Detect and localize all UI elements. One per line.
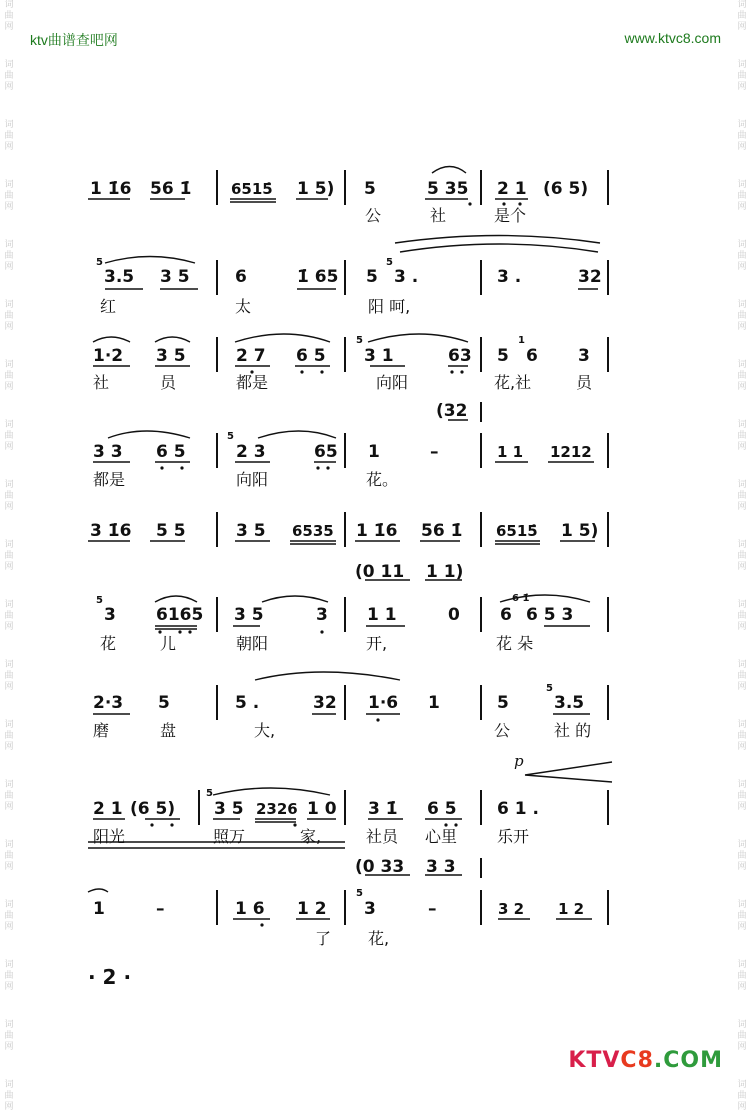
- note-group: 32: [313, 693, 337, 713]
- lyric: 公: [494, 721, 511, 740]
- lyric: 阳 呵,: [368, 297, 411, 316]
- lyric: 朝阳: [236, 634, 269, 653]
- lyric: 花,社: [494, 373, 532, 392]
- note-group: 3 3: [93, 442, 123, 462]
- lyric: 是个: [494, 206, 527, 225]
- watermark-text: 词 曲 网: [737, 1080, 747, 1112]
- note-group: 2 3: [236, 442, 266, 462]
- watermark-text: 词 曲 网: [4, 660, 14, 692]
- note-group: 5: [497, 346, 509, 366]
- watermark-text: 词 曲 网: [737, 120, 747, 152]
- watermark-text: 词 曲 网: [737, 360, 747, 392]
- watermark-text: 词 曲 网: [737, 900, 747, 932]
- note-group: 6 5 3: [526, 605, 574, 625]
- note-group: 3 2: [498, 900, 525, 918]
- watermark-text: 词 曲 网: [737, 60, 747, 92]
- note-group: –: [430, 442, 439, 462]
- watermark-text: 词 曲 网: [4, 1020, 14, 1052]
- note-group: 1: [368, 442, 380, 462]
- watermark-text: 词 曲 网: [4, 120, 14, 152]
- page-number: · 2 ·: [88, 965, 132, 989]
- note-group: 6165: [156, 605, 204, 625]
- watermark-text: 词 曲 网: [4, 240, 14, 272]
- note-group: 6 5: [296, 346, 326, 366]
- note-group: 3: [316, 605, 328, 625]
- watermark-text: 词 曲 网: [737, 180, 747, 212]
- note-group: 3 1̇: [368, 799, 398, 819]
- lyric: 红: [100, 297, 117, 316]
- note-group: 3: [104, 605, 116, 625]
- note-group: (6 5): [543, 179, 589, 199]
- lyric: 家,: [300, 827, 322, 846]
- lyric: 向阳: [236, 470, 269, 489]
- note-group: 6535: [292, 522, 334, 540]
- lyric: 员: [160, 373, 177, 392]
- lyric: 花。: [366, 470, 399, 489]
- note-group: 3 5: [234, 605, 264, 625]
- lyric: 花,: [368, 929, 390, 948]
- watermark-text: 词 曲 网: [737, 720, 747, 752]
- note-group: (0 11: [355, 562, 405, 582]
- note-group: 1̇ 65: [297, 267, 339, 287]
- grace-note: 6 1̇: [512, 593, 530, 604]
- watermark-text: 词 曲 网: [4, 0, 14, 32]
- note-group: 3 5: [214, 799, 244, 819]
- note-group: 1 2: [297, 899, 327, 919]
- note-group: 6: [500, 605, 512, 625]
- watermark-text: 词 曲 网: [737, 0, 747, 32]
- note-group: 1·6: [368, 693, 399, 713]
- note-group: 1·2: [93, 346, 124, 366]
- grace-note: 5: [96, 257, 103, 268]
- dynamic-marking: p: [514, 752, 524, 770]
- note-group: 3.5: [104, 267, 135, 287]
- watermark-text: 词 曲 网: [737, 660, 747, 692]
- watermark-text: 词 曲 网: [4, 780, 14, 812]
- watermark-text: 词 曲 网: [4, 300, 14, 332]
- grace-note: 5: [206, 788, 213, 799]
- grace-note: 5: [356, 888, 363, 899]
- watermark-text: 词 曲 网: [4, 480, 14, 512]
- site-name-left: ktv曲谱查吧网: [30, 32, 118, 48]
- lyric: 阳光: [93, 827, 126, 846]
- note-group: 3 .: [497, 267, 522, 287]
- watermark-text: 词 曲 网: [737, 600, 747, 632]
- note-group: 32: [578, 267, 602, 287]
- note-group: 2 1: [497, 179, 527, 199]
- lyric: 磨: [93, 721, 110, 740]
- note-group: 1 1: [367, 605, 397, 625]
- note-group: 3 3: [426, 857, 456, 877]
- grace-note: 5: [356, 335, 363, 346]
- watermark-text: 词 曲 网: [4, 600, 14, 632]
- watermark-text: 词 曲 网: [4, 60, 14, 92]
- note-group: 6515̇: [496, 522, 538, 540]
- note-group: 1 0: [307, 799, 337, 819]
- note-group: 3: [364, 899, 376, 919]
- watermark-text: 词 曲 网: [737, 300, 747, 332]
- note-group: 6: [235, 267, 247, 287]
- lyric: 乐开: [497, 827, 530, 846]
- note-group: 3.5: [554, 693, 585, 713]
- lyric: 花: [100, 634, 117, 653]
- note-group: 1 1̇6: [356, 521, 398, 541]
- watermark-text: 词 曲 网: [737, 240, 747, 272]
- watermark-text: 词 曲 网: [737, 960, 747, 992]
- note-group: 63: [448, 346, 472, 366]
- lyric: 都是: [236, 373, 269, 392]
- note-group: 1: [93, 899, 105, 919]
- note-group: 6 5: [156, 442, 186, 462]
- lyric: 社: [430, 206, 447, 225]
- lyric: 社: [93, 373, 110, 392]
- lyric: 向阳: [376, 373, 409, 392]
- lyric: 照万: [213, 827, 246, 846]
- note-group: 5: [497, 693, 509, 713]
- note-group: 2 1: [93, 799, 123, 819]
- watermark-text: 词 曲 网: [737, 840, 747, 872]
- note-group: 1: [428, 693, 440, 713]
- note-group: 6 1 .: [497, 799, 539, 819]
- lyric: 花 朵: [496, 634, 534, 653]
- note-group: 3 5: [156, 346, 186, 366]
- note-group: 5: [366, 267, 378, 287]
- note-group: 6 5: [427, 799, 457, 819]
- lyric: 太: [235, 297, 252, 316]
- grace-note: 5: [386, 257, 393, 268]
- site-url-right: www.ktvc8.com: [624, 30, 721, 46]
- grace-note: 5: [96, 595, 103, 606]
- lyric: 儿: [160, 634, 177, 653]
- note-group: –: [428, 899, 437, 919]
- lyric: 开,: [366, 634, 388, 653]
- grace-note: 5: [227, 431, 234, 442]
- watermark-text: 词 曲 网: [737, 480, 747, 512]
- watermark-text: 词 曲 网: [4, 840, 14, 872]
- note-group: 6: [526, 346, 538, 366]
- watermark-text: 词 曲 网: [4, 720, 14, 752]
- note-group: (32: [436, 401, 468, 421]
- note-group: 56 1̇: [421, 521, 463, 541]
- watermark-text: 词 曲 网: [4, 540, 14, 572]
- note-group: 3 .: [394, 267, 419, 287]
- note-group: 3 5: [160, 267, 190, 287]
- note-group: 1 1̇6: [90, 179, 132, 199]
- note-group: 2 7: [236, 346, 266, 366]
- watermark-text: 词 曲 网: [737, 420, 747, 452]
- note-group: 1 1: [497, 443, 524, 461]
- note-group: 2326: [256, 800, 298, 818]
- grace-note: 5: [546, 683, 553, 694]
- watermark-text: 词 曲 网: [4, 180, 14, 212]
- note-group: 3: [578, 346, 590, 366]
- note-group: 1 2: [558, 900, 585, 918]
- note-group: 1 5): [297, 179, 335, 199]
- watermark-text: 词 曲 网: [737, 780, 747, 812]
- note-group: 0: [448, 605, 460, 625]
- watermark-text: 词 曲 网: [4, 360, 14, 392]
- note-group: 1212: [550, 443, 592, 461]
- grace-note: 1: [518, 335, 525, 346]
- watermark-text: 词 曲 网: [737, 540, 747, 572]
- note-group: 5 5: [156, 521, 186, 541]
- note-group: 56 1̇: [150, 179, 192, 199]
- note-group: –: [156, 899, 165, 919]
- note-group: 3 5: [236, 521, 266, 541]
- note-group: (6 5): [130, 799, 176, 819]
- lyric: 盘: [160, 721, 177, 740]
- lyric: 社员: [366, 827, 399, 846]
- ktvc8-logo: KTVC8.COM: [568, 1048, 723, 1073]
- note-group: 5 .: [235, 693, 260, 713]
- note-group: 5: [158, 693, 170, 713]
- note-group: 1 6: [235, 899, 265, 919]
- lyric: 员: [576, 373, 593, 392]
- note-group: 3 1: [364, 346, 394, 366]
- note-group: 5 35: [427, 179, 469, 199]
- note-group: 2·3: [93, 693, 124, 713]
- lyric: 公: [365, 206, 382, 225]
- lyric: 都是: [93, 470, 126, 489]
- lyric: 社 的: [554, 721, 592, 740]
- lyric: 心里: [425, 827, 458, 846]
- note-group: 65: [314, 442, 338, 462]
- watermark-text: 词 曲 网: [4, 420, 14, 452]
- note-group: (0 33: [355, 857, 405, 877]
- lyric: 大,: [254, 721, 276, 740]
- watermark-text: 词 曲 网: [4, 900, 14, 932]
- note-group: 5: [364, 179, 376, 199]
- watermark-text: 词 曲 网: [737, 1020, 747, 1052]
- note-group: 3 1̇6: [90, 521, 132, 541]
- watermark-text: 词 曲 网: [4, 960, 14, 992]
- note-group: 1 5): [561, 521, 599, 541]
- watermark-text: 词 曲 网: [4, 1080, 14, 1112]
- note-group: 6515̇: [231, 180, 273, 198]
- note-group: 1 1): [426, 562, 464, 582]
- lyric: 了: [315, 929, 332, 948]
